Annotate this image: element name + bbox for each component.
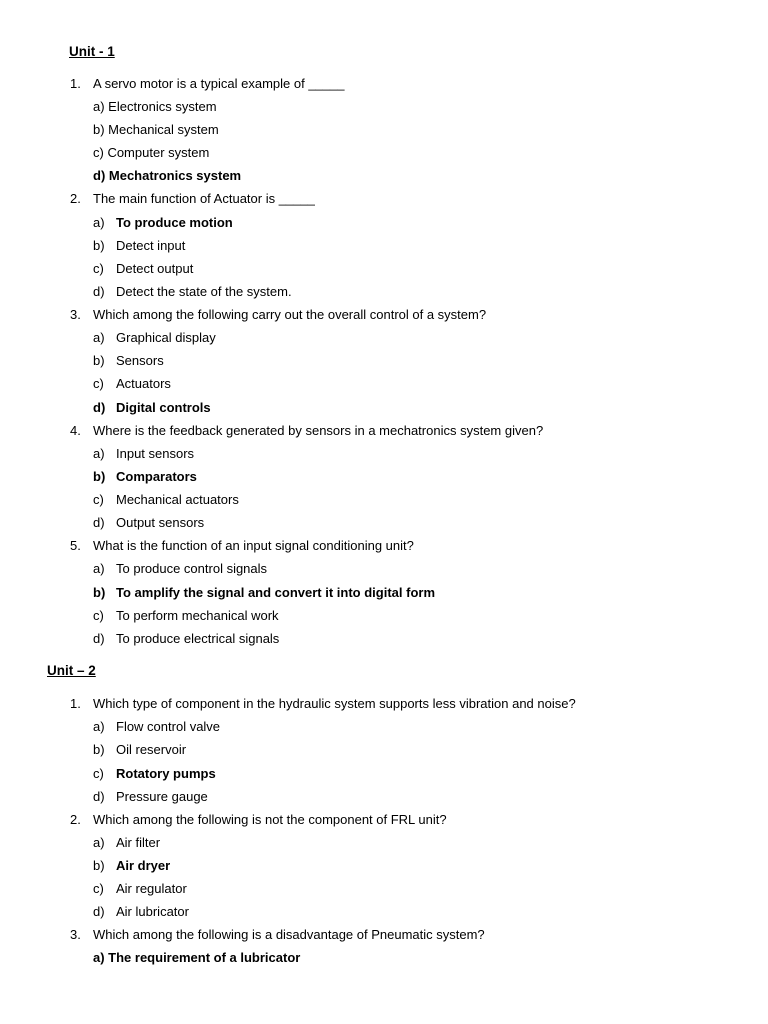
option-text: a) The requirement of a lubricator: [93, 950, 301, 965]
option-text: To amplify the signal and convert it into digital form: [116, 585, 436, 600]
option-letter: c): [93, 881, 104, 896]
question-text: What is the function of an input signal conditioning unit?: [93, 538, 414, 553]
question-number: 2.: [70, 812, 81, 827]
option-letter: d): [93, 631, 105, 646]
option-text: To produce control signals: [116, 561, 268, 576]
unit-1-heading: Unit - 1: [69, 44, 115, 59]
option-letter: d): [93, 400, 106, 415]
option-letter: a): [93, 719, 105, 734]
option-letter: b): [93, 238, 105, 253]
option-letter: d): [93, 904, 105, 919]
option-text: c) Computer system: [93, 145, 210, 160]
option-text: Rotatory pumps: [116, 766, 216, 781]
option-text: Sensors: [116, 353, 164, 368]
unit-2-heading: Unit – 2: [47, 663, 96, 678]
question-number: 4.: [70, 423, 81, 438]
option-text: Air filter: [116, 835, 161, 850]
option-letter: c): [93, 492, 104, 507]
option-letter: b): [93, 858, 105, 873]
question-number: 2.: [70, 191, 81, 206]
option-letter: c): [93, 376, 104, 391]
option-text: Air regulator: [116, 881, 187, 896]
option-text: Oil reservoir: [116, 742, 187, 757]
option-text: Input sensors: [116, 446, 195, 461]
option-text: Graphical display: [116, 330, 216, 345]
option-text: Detect the state of the system.: [116, 284, 292, 299]
question-text: A servo motor is a typical example of _____: [93, 76, 345, 91]
question-number: 1.: [70, 76, 81, 91]
option-letter: d): [93, 515, 105, 530]
question-text: Which among the following is a disadvantage of Pneumatic system?: [93, 927, 485, 942]
question-number: 3.: [70, 927, 81, 942]
option-text: Air lubricator: [116, 904, 189, 919]
option-text: Digital controls: [116, 400, 211, 415]
option-letter: a): [93, 561, 105, 576]
option-text: To produce motion: [116, 215, 233, 230]
question-text: Which among the following is not the component of FRL unit?: [93, 812, 447, 827]
option-text: To perform mechanical work: [116, 608, 279, 623]
option-text: Detect input: [116, 238, 186, 253]
option-letter: b): [93, 742, 105, 757]
option-text: Actuators: [116, 376, 171, 391]
option-letter: a): [93, 330, 105, 345]
option-letter: a): [93, 835, 105, 850]
option-text: Air dryer: [116, 858, 171, 873]
option-text: To produce electrical signals: [116, 631, 280, 646]
option-letter: c): [93, 608, 104, 623]
option-text: Detect output: [116, 261, 194, 276]
question-number: 3.: [70, 307, 81, 322]
option-text: Mechanical actuators: [116, 492, 239, 507]
option-letter: a): [93, 446, 105, 461]
option-text: Flow control valve: [116, 719, 221, 734]
option-text: a) Electronics system: [93, 99, 217, 114]
option-letter: d): [93, 789, 105, 804]
question-number: 1.: [70, 696, 81, 711]
option-letter: d): [93, 284, 105, 299]
question-number: 5.: [70, 538, 81, 553]
option-letter: a): [93, 215, 105, 230]
question-text: Which type of component in the hydraulic system supports less vibration and noise?: [93, 696, 576, 711]
question-text: The main function of Actuator is _____: [93, 191, 315, 206]
option-text: Output sensors: [116, 515, 205, 530]
option-letter: b): [93, 585, 106, 600]
option-letter: b): [93, 469, 106, 484]
question-text: Which among the following carry out the overall control of a system?: [93, 307, 487, 322]
option-text: d) Mechatronics system: [93, 168, 242, 183]
option-letter: b): [93, 353, 105, 368]
option-text: Pressure gauge: [116, 789, 208, 804]
option-text: Comparators: [116, 469, 197, 484]
question-text: Where is the feedback generated by sensors in a mechatronics system given?: [93, 423, 544, 438]
option-letter: c): [93, 261, 104, 276]
option-text: b) Mechanical system: [93, 122, 219, 137]
option-letter: c): [93, 766, 104, 781]
